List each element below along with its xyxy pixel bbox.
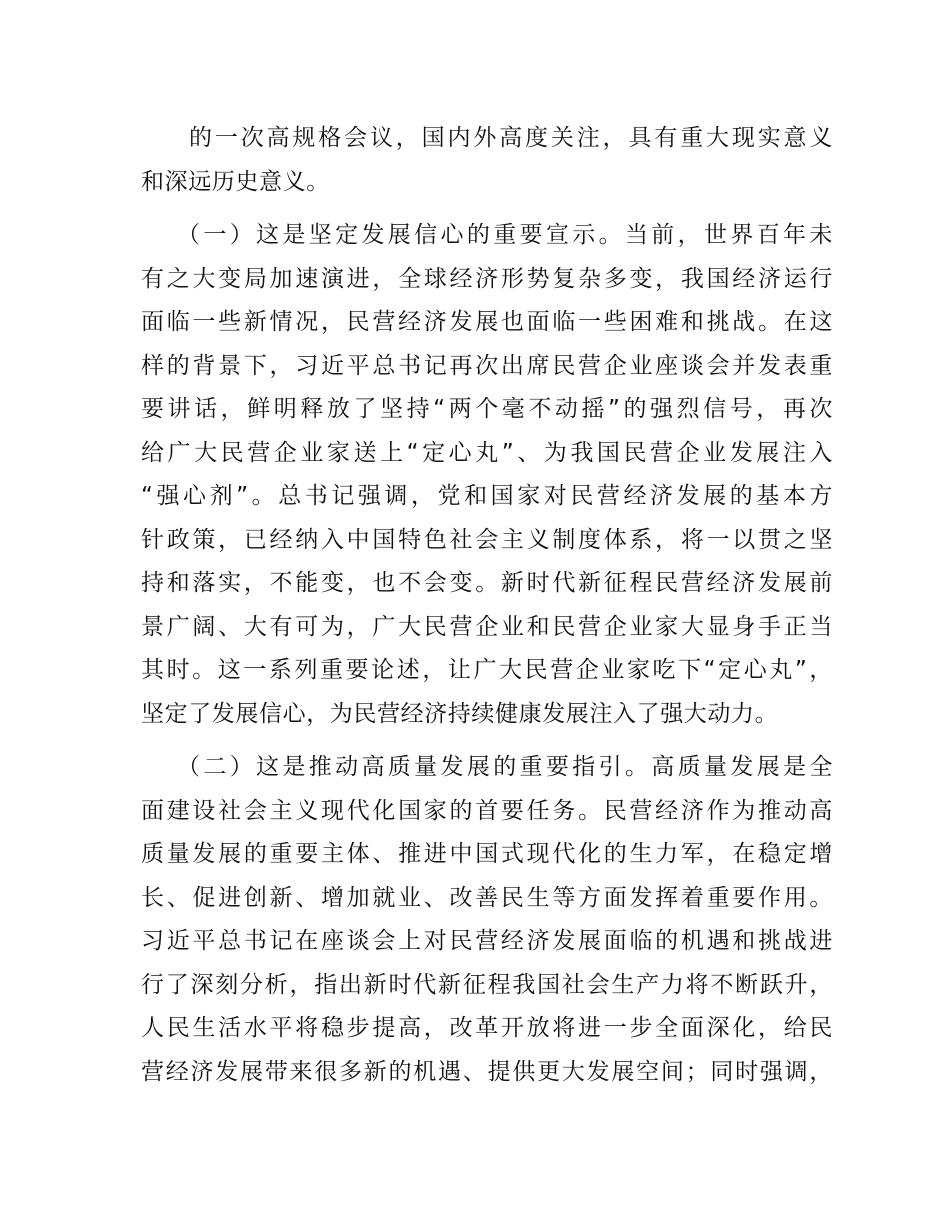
text-line: 坚定了发展信心，为民营经济持续健康发展注入了强大动力。: [141, 700, 779, 727]
text-line: 长、促进创新、增加就业、改善民生等方面发挥着重要作用。: [141, 884, 833, 911]
text-line: “强心剂”。总书记强调，党和国家对民营经济发展的基本方: [141, 483, 833, 509]
text-line: 其时。这一系列重要论述，让广大民营企业家吃下“定心丸”，: [141, 657, 833, 683]
text-line: 习近平总书记在座谈会上对民营经济发展面临的机遇和挑战进: [141, 928, 833, 954]
text-line: 质量发展的重要主体、推进中国式现代化的生力军，在稳定增: [141, 841, 833, 867]
text-line: 人民生活水平将稳步提高，改革开放将进一步全面深化，给民: [141, 1015, 833, 1041]
paragraph-section-1: [141, 214, 833, 736]
text-line: 样的背景下，习近平总书记再次出席民营企业座谈会并发表重: [141, 352, 833, 379]
text-line: 景广阔、大有可为，广大民营企业和民营企业家大显身手正当: [141, 613, 833, 640]
text-line: 的一次高规格会议，国内外高度关注，具有重大现实意义: [189, 125, 833, 151]
document-page: [141, 117, 833, 1104]
text-line: 给广大民营企业家送上“定心丸”、为我国民营企业发展注入: [141, 439, 833, 466]
text-line: （一）这是坚定发展信心的重要宣示。当前，世界百年未: [177, 222, 833, 248]
text-line: 和深远历史意义。: [141, 168, 330, 195]
text-line: 营经济发展带来很多新的机遇、提供更大发展空间；同时强调，: [141, 1058, 833, 1085]
text-line: 面临一些新情况，民营经济发展也面临一些困难和挑战。在这: [141, 309, 833, 335]
text-line: 要讲话，鲜明释放了坚持“两个毫不动摇”的强烈信号，再次: [141, 396, 833, 422]
paragraph-intro-continuation: [141, 117, 833, 204]
paragraph-section-2: [141, 746, 833, 1094]
text-line: 持和落实，不能变，也不会变。新时代新征程民营经济发展前: [141, 570, 833, 596]
text-line: 行了深刻分析，指出新时代新征程我国社会生产力将不断跃升，: [141, 971, 833, 998]
text-line: （二）这是推动高质量发展的重要指引。高质量发展是全: [177, 754, 833, 780]
text-line: 针政策，已经纳入中国特色社会主义制度体系，将一以贯之坚: [141, 526, 833, 553]
text-line: 面建设社会主义现代化国家的首要任务。民营经济作为推动高: [141, 797, 833, 824]
text-line: 有之大变局加速演进，全球经济形势复杂多变，我国经济运行: [141, 265, 833, 292]
